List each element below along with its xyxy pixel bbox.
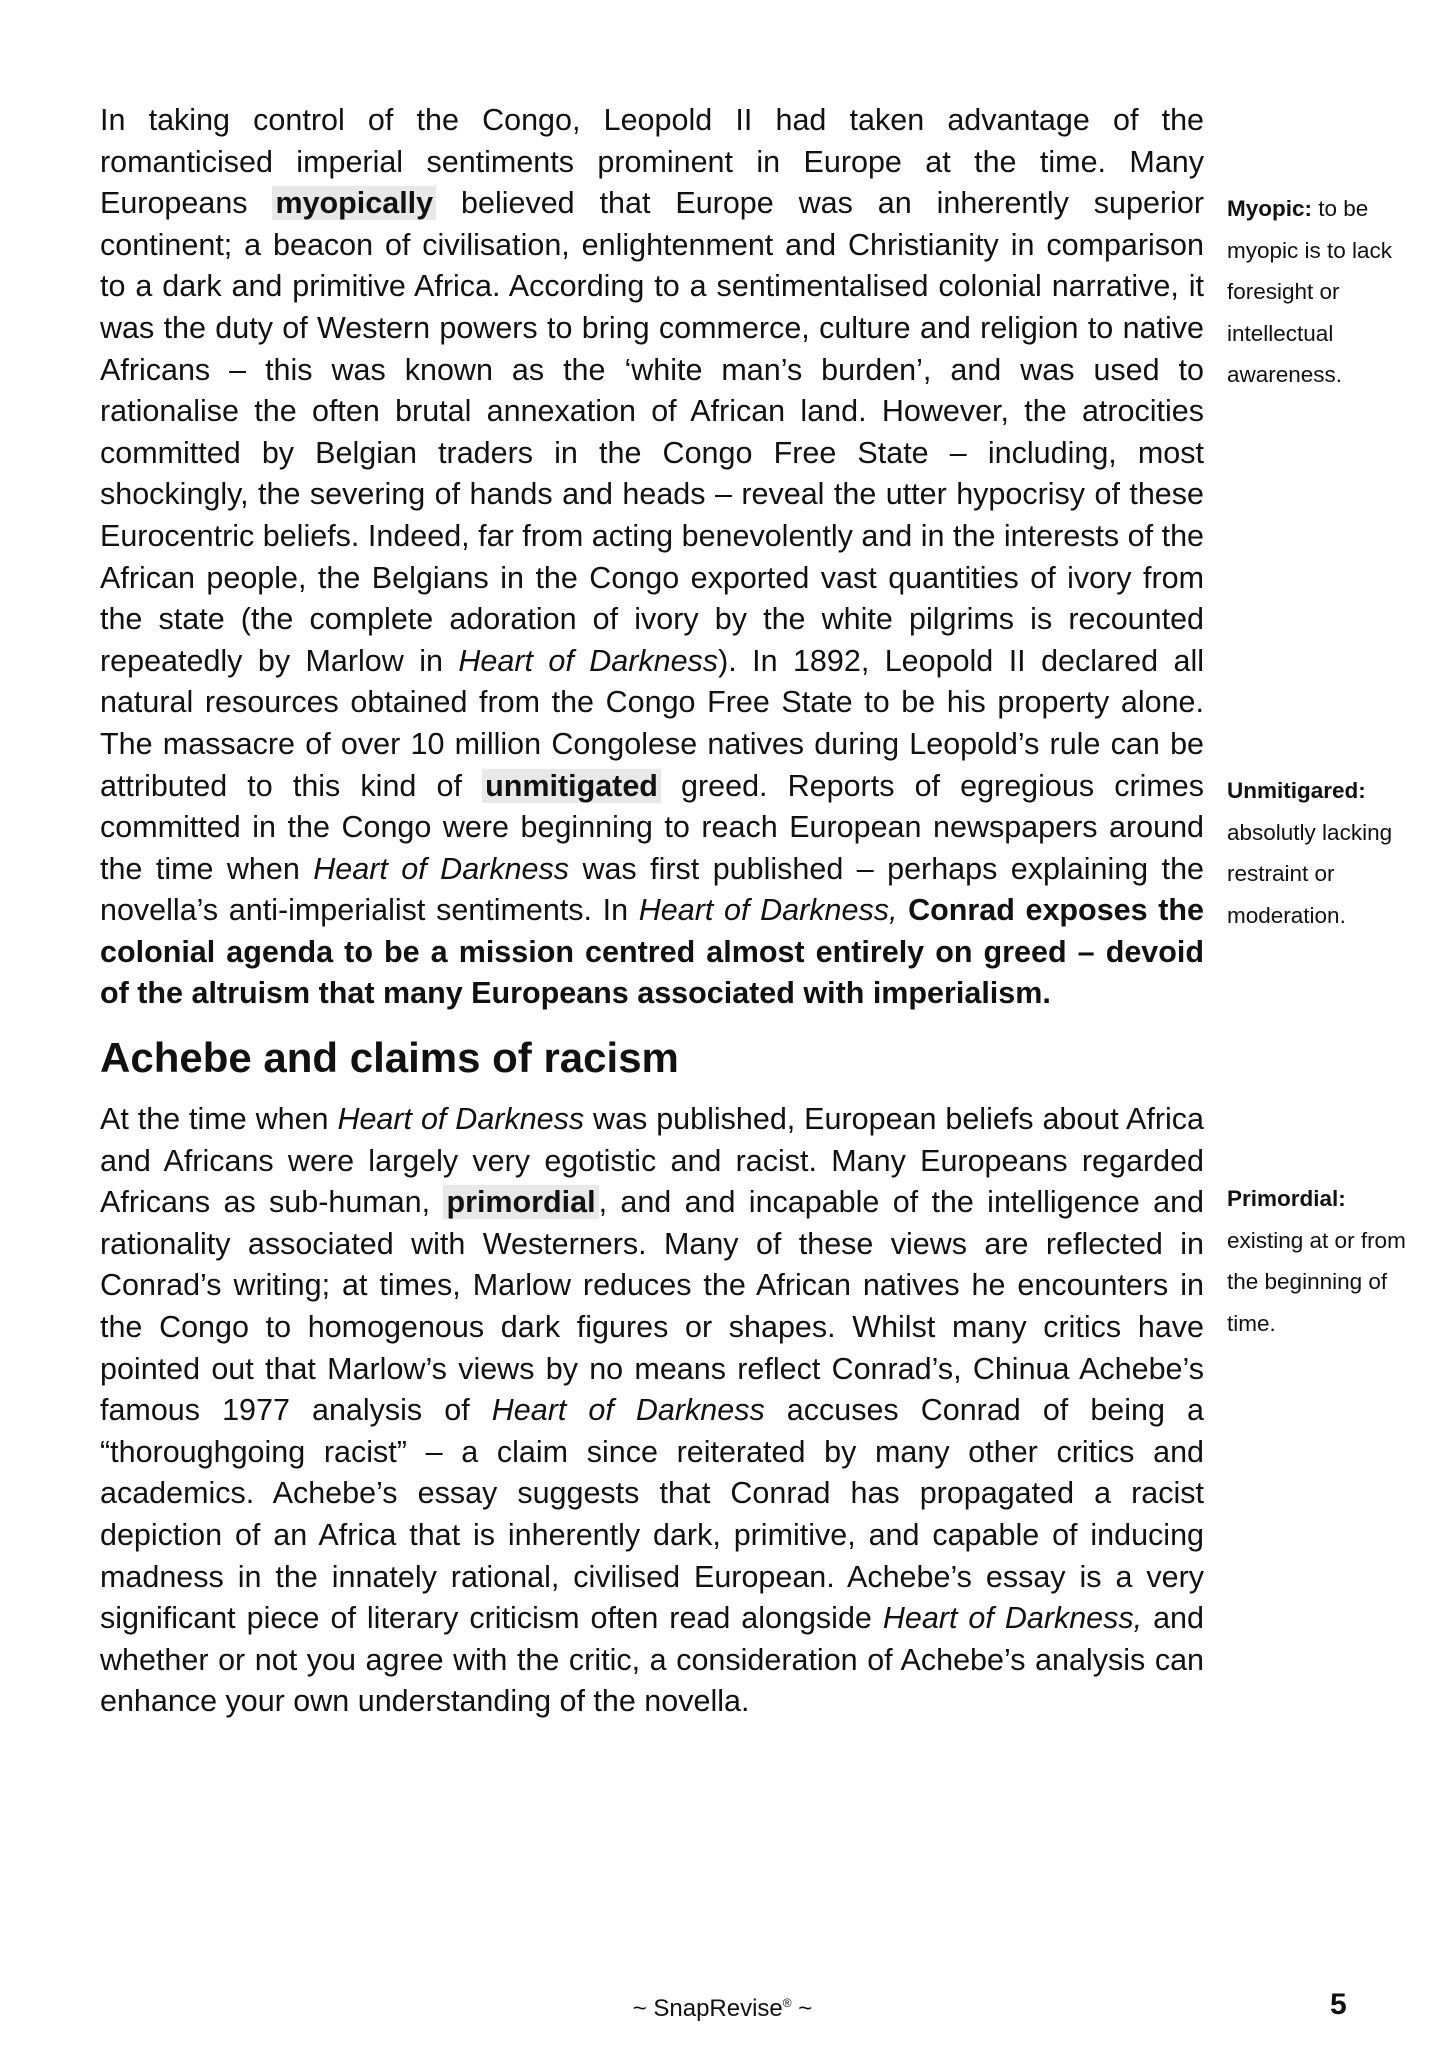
page-number: 5 (1330, 1988, 1347, 2021)
paragraph-colonialism (100, 100, 1204, 1015)
text-segment: greed. Reports of egregious crimes committed in the Congo were beginning to reach European newspapers around the time when (100, 768, 1205, 886)
book-title: Heart of Darkness (337, 1102, 585, 1137)
keyword-myopically: myopically (272, 186, 436, 220)
book-title: Heart of Darkness (491, 1393, 765, 1428)
glossary-note-unmitigated (1227, 770, 1427, 936)
text-segment: , and and incapable of the intelligence and rationality associated with Westerners. Many of these views are reflected in Conrad’s writing; at times, Marlow reduces the African natives he encounters in the Congo to homogenous dark figures or shapes. Whilst many critics have pointed out that Marlow’s views by no means reflect Conrad’s, Chinua Achebe’s famous 1977 analysis of (100, 1185, 1205, 1428)
text-segment: was first published – perhaps explaining the novella’s anti-imperialist sentiments. In (100, 851, 1204, 928)
book-title: Heart of Darkness (313, 851, 569, 886)
book-title: Heart of Darkness, (638, 893, 898, 928)
glossary-note-myopic (1227, 188, 1427, 396)
text-segment (897, 893, 908, 927)
glossary-definition: absolutly lacking restraint or moderation. (1227, 819, 1393, 928)
book-title: Heart of Darkness (458, 643, 719, 678)
glossary-term: Myopic: (1227, 196, 1313, 221)
brand-tilde: ~ (791, 1995, 813, 2022)
text-segment: believed that Europe was an inherently superior continent; a beacon of civilisation, enlightenment and Christianity in comparison to a dark and primitive Africa. According to a sentimentalised colonial narrative, it was the duty of Western powers to bring commerce, culture and religion to native Africans – this was known as the ‘white man’s burden’, and was used to rationalise the often brutal annexation of African land. However, the atrocities committed by Belgian traders in the Congo Free State – including, most shockingly, the severing of hands and heads – reveal the utter hypocrisy of these Eurocentric beliefs. Indeed, far from acting benevolently and in the interests of the African people, the Belgians in the Congo exported vast quantities of ivory from the state (the complete adoration of ivory by the white pilgrims is recounted repeatedly by Marlow in (100, 186, 1204, 678)
registered-mark: ® (782, 1996, 792, 2010)
glossary-definition: to be myopic is to lack foresight or intellectual awareness. (1227, 196, 1393, 388)
glossary-term: Unmitigared: (1227, 778, 1366, 803)
book-title: Heart of Darkness, (882, 1601, 1143, 1636)
keyword-primordial: primordial (443, 1185, 598, 1219)
glossary-term: Primordial: (1227, 1186, 1346, 1211)
text-segment: was published, European beliefs about Africa and Africans were largely very egotistic and racist. Many Europeans regarded Africans as sub-human, (100, 1102, 1204, 1220)
keyword-unmitigated: unmitigated (482, 769, 661, 803)
main-text-column (100, 100, 1204, 1723)
glossary-note-primordial (1227, 1178, 1427, 1344)
text-segment: ). In 1892, Leopold II declared all natural resources obtained from the Congo Free State to be his property alone. The massacre of over 10 million Congolese natives during Leopold’s rule can be attributed to this kind of (100, 643, 1204, 803)
text-segment: accuses Conrad of being a “thoroughgoing racist” – a claim since reiterated by many other critics and academics. Achebe’s essay suggests that Conrad has propagated a racist depiction of an Africa that is inherently dark, primitive, and capable of inducing madness in the innately rational, civilised European. Achebe’s essay is a very significant piece of literary criticism often read alongside (100, 1393, 1204, 1636)
text-segment: In taking control of the Congo, Leopold II had taken advantage of the romanticised imperial sentiments prominent in Europe at the time. Many Europeans (100, 103, 1204, 221)
text-segment: At the time when (100, 1102, 338, 1137)
key-point-bold: Conrad exposes the colonial agenda to be a mission centred almost entirely on greed – devoid of the altruism that many Europeans associated with imperialism. (100, 893, 1204, 1011)
brand-name: ~ SnapRevise (632, 1995, 783, 2022)
footer-brand (0, 1995, 1445, 2023)
glossary-definition: existing at or from the beginning of time. (1227, 1227, 1406, 1336)
section-heading: Achebe and claims of racism (100, 1034, 679, 1082)
paragraph-achebe (100, 1099, 1204, 1723)
text-segment: and whether or not you agree with the critic, a consideration of Achebe’s analysis can enhance your own understanding of the novella. (100, 1601, 1204, 1719)
